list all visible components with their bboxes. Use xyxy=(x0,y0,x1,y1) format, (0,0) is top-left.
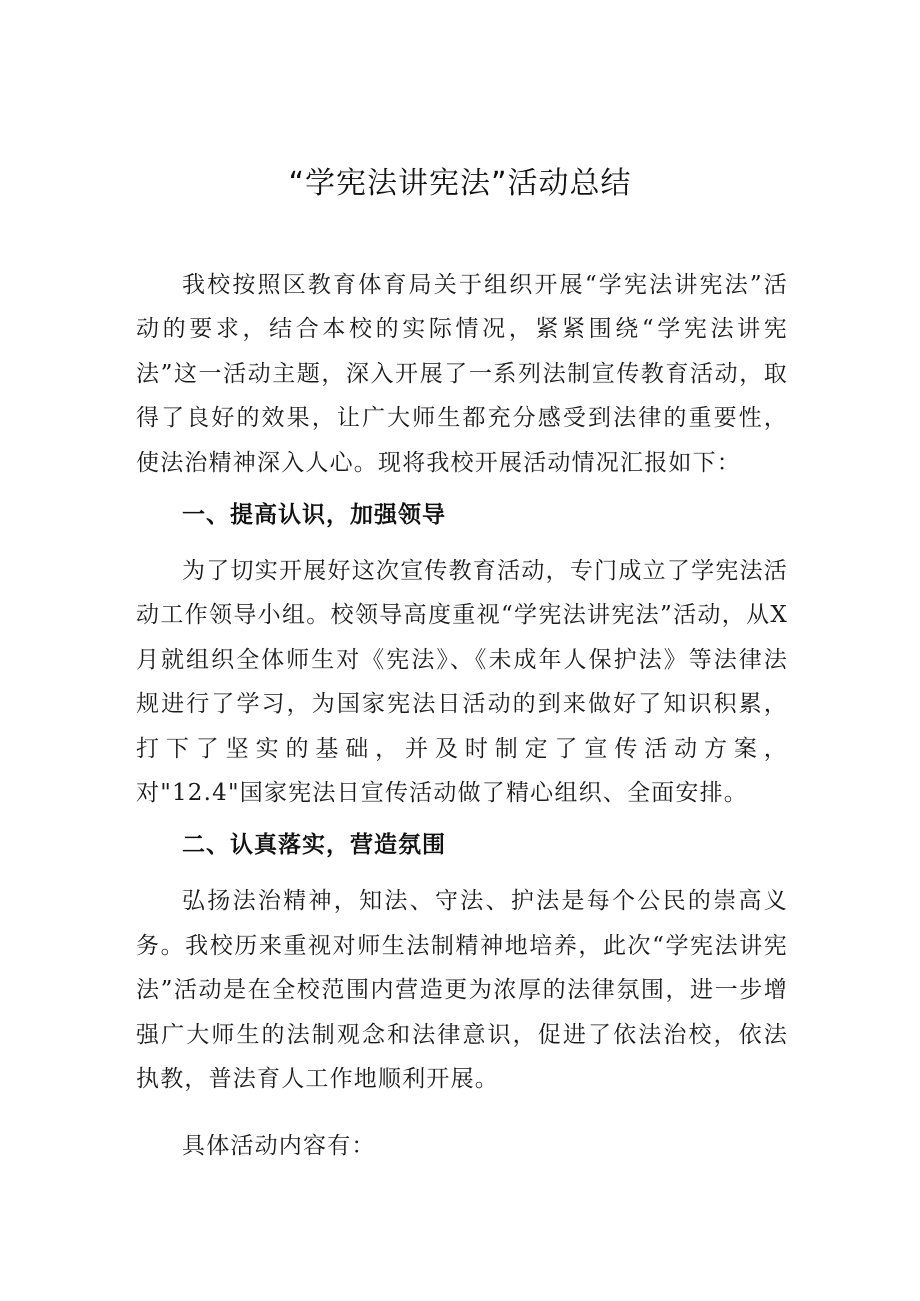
section-heading-1: 一、提高认识，加强领导 xyxy=(182,502,446,529)
spacer xyxy=(136,1102,788,1124)
activity-list-intro: 具体活动内容有： xyxy=(182,1132,376,1159)
document-body xyxy=(136,263,788,1168)
section-paragraph-1: 为了切实开展好这次宣传教育活动，专门成立了学宪法活动工作领导小组。校领导高度重视“学宪法讲宪法”活动，从X月就组织全体师生对《宪法》、《未成年人保护法》等法律法规进行了学习，为国家宪法日活动的到来做好了知识积累，打下了坚实的基础，并及时制定了宣传活动方案，对"12.4"国家宪法日宣传活动做了精心组织、全面安排。 xyxy=(136,558,788,807)
document-title: “学宪法讲宪法”活动总结 xyxy=(288,166,632,201)
section-heading-2: 二、认真落实，营造氛围 xyxy=(182,832,446,859)
intro-paragraph: 我校按照区教育体育局关于组织开展“学宪法讲宪法”活动的要求，结合本校的实际情况，紧紧围绕“学宪法讲宪法”这一活动主题，深入开展了一系列法制宣传教育活动，取得了良好的效果，让广大师生都充分感受到法律的重要性，使法治精神深入人心。现将我校开展活动情况汇报如下： xyxy=(136,272,788,476)
section-paragraph-2: 弘扬法治精神，知法、守法、护法是每个公民的崇高义务。我校历来重视对师生法制精神地培养，此次“学宪法讲宪法”活动是在全校范围内营造更为浓厚的法律氛围，进一步增强广大师生的法制观念和法律意识，促进了依法治校，依法执教，普法育人工作地顺利开展。 xyxy=(136,888,788,1093)
spacer xyxy=(136,815,788,823)
spacer xyxy=(136,485,788,493)
